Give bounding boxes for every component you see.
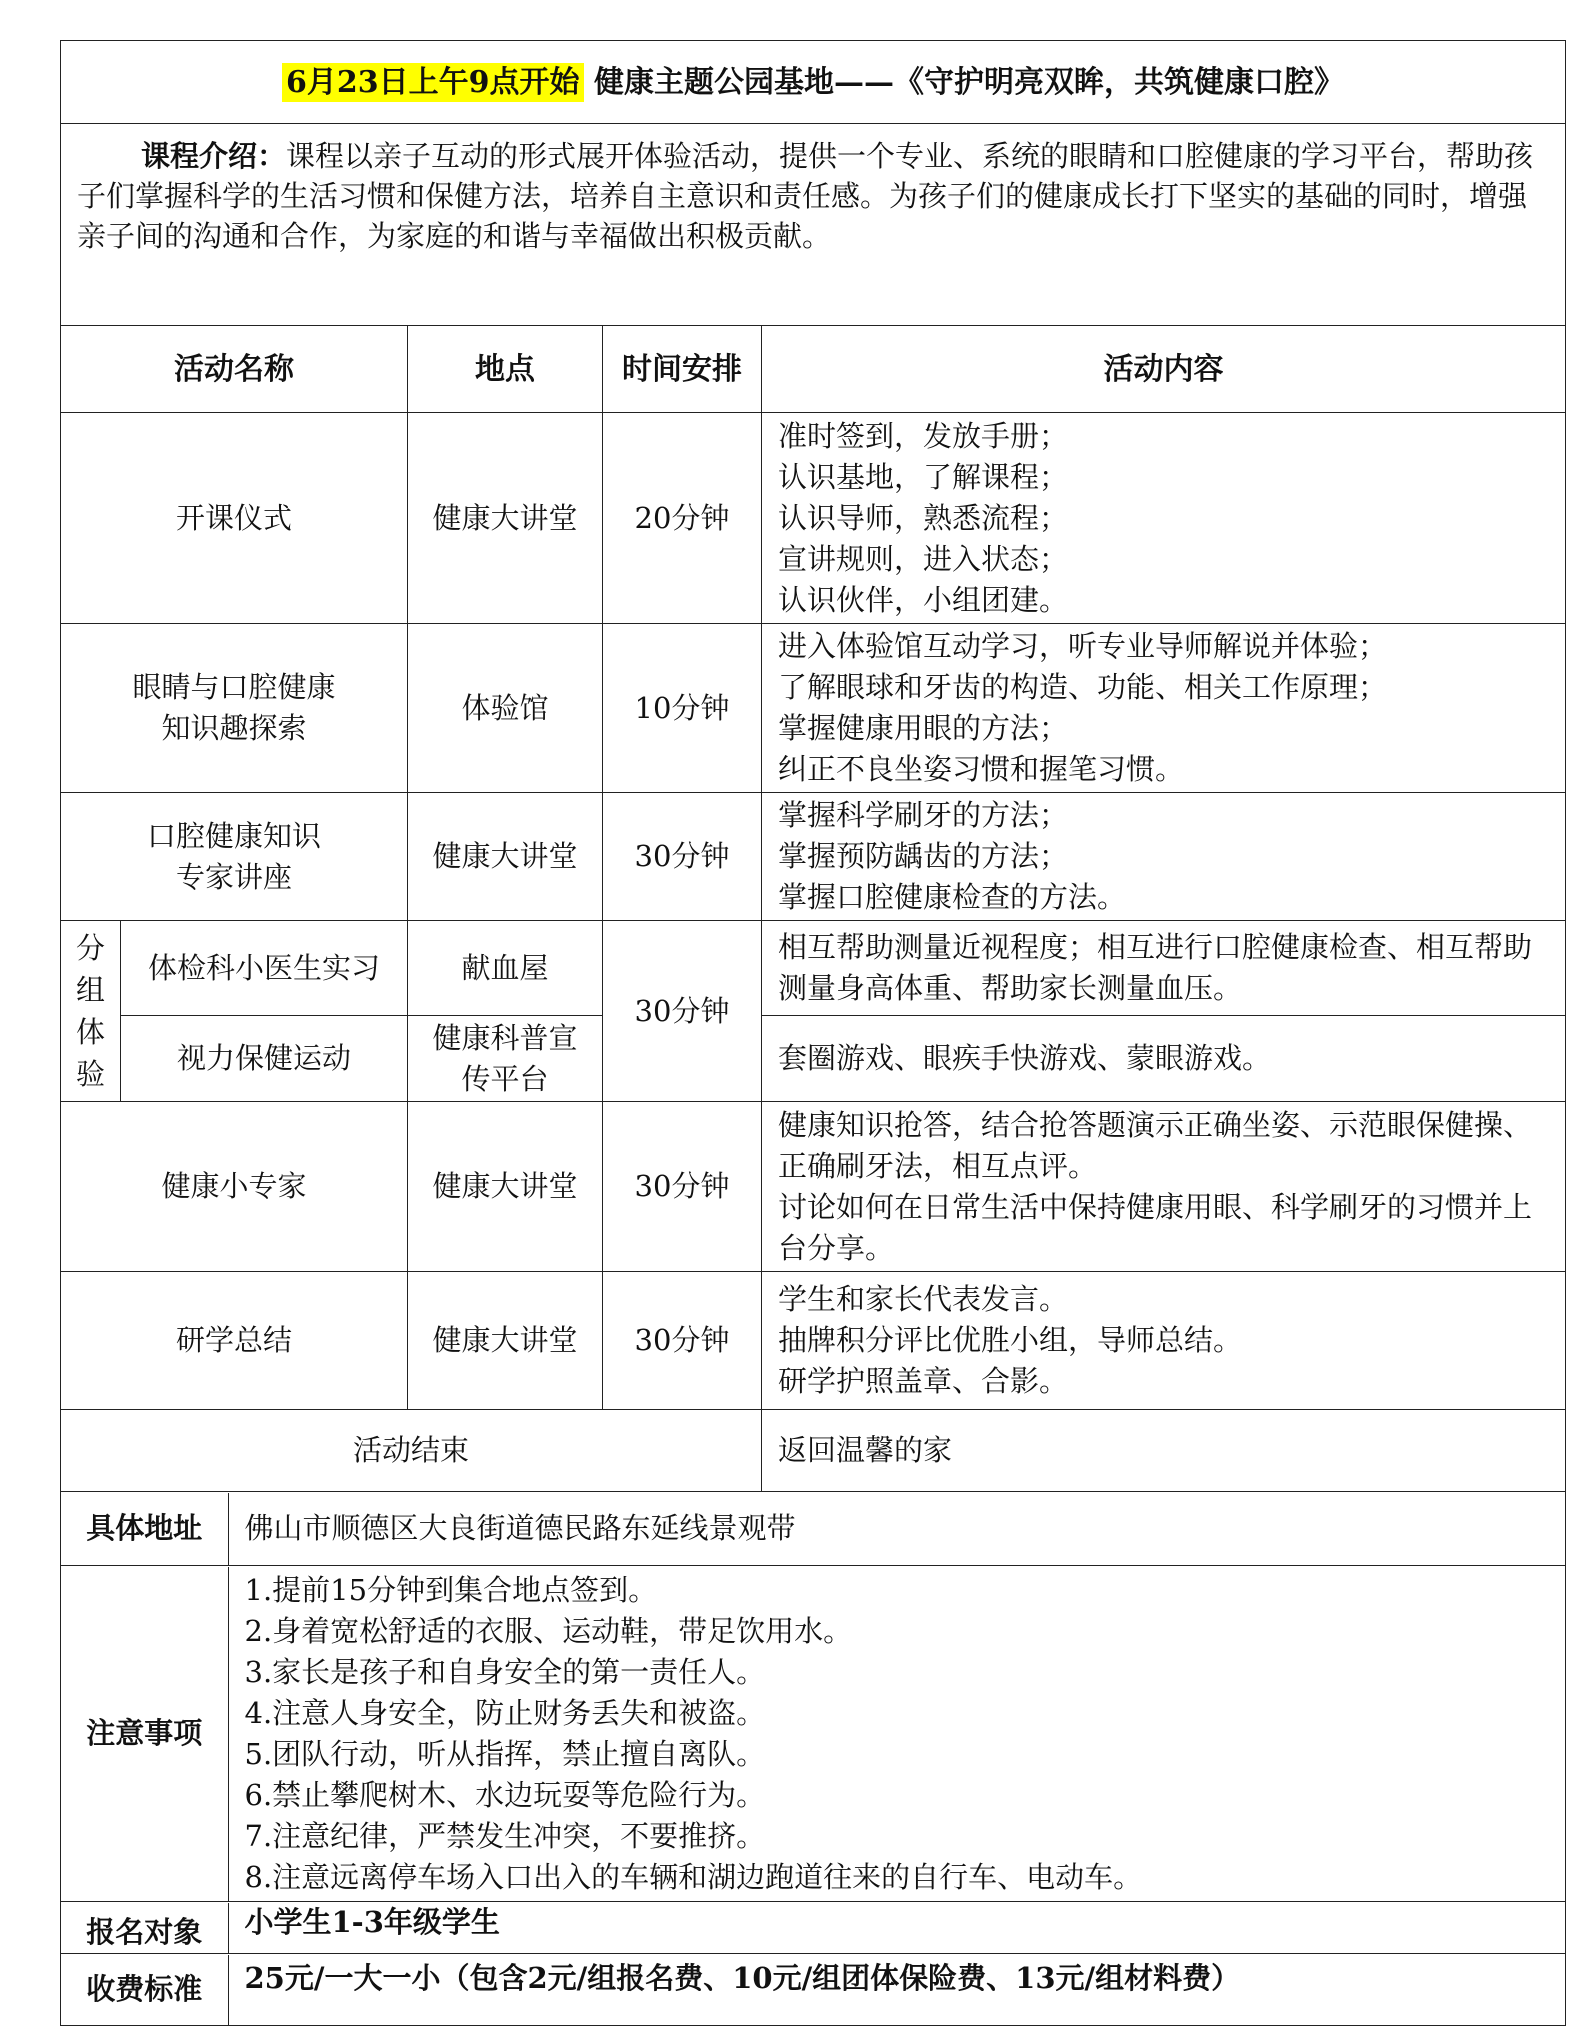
activity-time: 30分钟	[603, 793, 762, 921]
activity-time: 30分钟	[603, 921, 762, 1102]
title-row	[61, 41, 1566, 124]
fee-value: 25元/一大一小（包含2元/组报名费、10元/组团体保险费、13元/组材料费）	[244, 1960, 1241, 1995]
content-line: 认识伙伴，小组团建。	[778, 582, 1069, 617]
activity-place: 体验馆	[408, 624, 603, 793]
group-row-1	[61, 921, 1566, 1016]
address-label: 具体地址	[61, 1493, 228, 1565]
activity-name: 开课仪式	[61, 413, 408, 624]
fee-row	[61, 1954, 1566, 2026]
activity-name: 健康小专家	[61, 1102, 408, 1272]
end-label: 活动结束	[61, 1410, 762, 1492]
content-line: 掌握科学刷牙的方法；	[778, 798, 1069, 832]
content-line: 学生和家长代表发言。	[778, 1282, 1069, 1316]
name-line: 专家讲座	[175, 859, 292, 894]
group-label-char: 体	[75, 1015, 105, 1049]
header-location: 地点	[408, 326, 603, 413]
note-item: 2.身着宽松舒适的衣服、运动鞋，带足饮用水。	[244, 1613, 853, 1648]
title-main: 健康主题公园基地——《守护明亮双眸，共筑健康口腔》	[594, 64, 1344, 100]
content-line: 研学护照盖章、合影。	[778, 1364, 1069, 1398]
activity-name: 体检科小医生实习	[121, 921, 408, 1016]
table-header-row	[61, 326, 1566, 413]
fee-inner	[61, 1955, 1565, 2025]
content-line: 准时签到，发放手册；	[778, 418, 1069, 453]
activity-place: 健康大讲堂	[408, 793, 603, 921]
group-row-2	[61, 1016, 1566, 1102]
table-row	[61, 793, 1566, 921]
activity-name	[61, 793, 408, 921]
notes-cell	[61, 1566, 1566, 1902]
fee-cell	[61, 1954, 1566, 2026]
activity-content	[762, 1102, 1566, 1272]
group-label-char: 分	[75, 931, 105, 965]
content-line: 宣讲规则，进入状态；	[778, 541, 1069, 576]
table-row	[61, 1102, 1566, 1272]
intro-text: 课程以亲子互动的形式展开体验活动，提供一个专业、系统的眼睛和口腔健康的学习平台，帮助孩子们掌握科学的生活习惯和保健方法，培养自主意识和责任感。为孩子们的健康成长打下坚实的基础的同时，增强亲子间的沟通和合作，为家庭的和谐与幸福做出积极贡献。	[77, 139, 1534, 253]
address-value: 佛山市顺德区大良街道德民路东延线景观带	[244, 1511, 796, 1545]
content-line: 抽牌积分评比优胜小组，导师总结。	[778, 1323, 1243, 1357]
header-time: 时间安排	[603, 326, 762, 413]
content-line: 掌握健康用眼的方法；	[778, 711, 1069, 745]
activity-content	[762, 921, 1566, 1016]
address-cell	[61, 1492, 1566, 1566]
activity-time: 30分钟	[603, 1102, 762, 1272]
note-item: 7.注意纪律，严禁发生冲突，不要推挤。	[244, 1818, 766, 1853]
activity-name	[61, 624, 408, 793]
table-row	[61, 413, 1566, 624]
activity-place: 健康大讲堂	[408, 413, 603, 624]
target-inner	[61, 1903, 1565, 1953]
end-content: 返回温馨的家	[762, 1410, 1566, 1492]
address-inner	[61, 1493, 1565, 1565]
intro-label: 课程介绍：	[141, 139, 287, 173]
note-item: 5.团队行动，听从指挥，禁止擅自离队。	[244, 1736, 766, 1771]
course-intro	[61, 124, 1566, 326]
group-label-char: 验	[75, 1057, 105, 1091]
notes-inner	[61, 1567, 1565, 1901]
notes-label: 注意事项	[61, 1567, 228, 1901]
group-label	[61, 921, 121, 1102]
place-line: 健康科普宣	[432, 1020, 578, 1055]
name-line: 知识趣探索	[161, 711, 307, 745]
content-line: 了解眼球和牙齿的构造、功能、相关工作原理；	[778, 670, 1388, 704]
intro-row	[61, 124, 1566, 326]
title-highlight: 6月23日上午9点开始	[282, 63, 584, 102]
name-line: 口腔健康知识	[146, 818, 321, 853]
note-item: 8.注意远离停车场入口出入的车辆和湖边跑道往来的自行车、电动车。	[244, 1859, 1143, 1894]
content-line: 掌握预防龋齿的方法；	[778, 839, 1069, 873]
activity-name: 研学总结	[61, 1272, 408, 1410]
content-line: 认识基地，了解课程；	[778, 459, 1069, 494]
activity-content	[762, 1016, 1566, 1102]
target-cell	[61, 1902, 1566, 1954]
group-label-char: 组	[75, 973, 105, 1007]
table-row	[61, 1272, 1566, 1410]
activity-name: 视力保健运动	[121, 1016, 408, 1102]
activity-place: 健康大讲堂	[408, 1272, 603, 1410]
activity-place: 献血屋	[408, 921, 603, 1016]
notes-list	[228, 1567, 1565, 1901]
activity-place: 健康大讲堂	[408, 1102, 603, 1272]
activity-content	[762, 1272, 1566, 1410]
target-row	[61, 1902, 1566, 1954]
fee-label: 收费标准	[61, 1955, 228, 2025]
table-row	[61, 624, 1566, 793]
target-label: 报名对象	[61, 1903, 228, 1953]
content-line: 认识导师，熟悉流程；	[778, 500, 1069, 535]
end-row	[61, 1410, 1566, 1492]
note-item: 1.提前15分钟到集合地点签到。	[244, 1572, 658, 1607]
schedule-document	[60, 40, 1565, 2026]
target-value: 小学生1-3年级学生	[244, 1904, 500, 1939]
content-line: 健康知识抢答，结合抢答题演示正确坐姿、示范眼保健操、正确刷牙法，相互点评。	[778, 1107, 1533, 1183]
notes-row	[61, 1566, 1566, 1902]
note-item: 4.注意人身安全，防止财务丢失和被盗。	[244, 1695, 766, 1730]
name-line: 眼睛与口腔健康	[132, 670, 336, 704]
activity-content	[762, 413, 1566, 624]
note-item: 3.家长是孩子和自身安全的第一责任人。	[244, 1654, 766, 1689]
content-line: 掌握口腔健康检查的方法。	[778, 880, 1127, 914]
content-line: 相互帮助测量近视程度；相互进行口腔健康检查、相互帮助测量身高体重、帮助家长测量血压。	[778, 930, 1533, 1005]
page-title	[61, 41, 1566, 124]
activity-time: 20分钟	[603, 413, 762, 624]
note-item: 6.禁止攀爬树木、水边玩耍等危险行为。	[244, 1777, 766, 1812]
activity-content	[762, 624, 1566, 793]
content-line: 讨论如何在日常生活中保持健康用眼、科学刷牙的习惯并上台分享。	[778, 1189, 1533, 1265]
schedule-table	[60, 40, 1566, 2026]
header-content: 活动内容	[762, 326, 1566, 413]
place-line: 传平台	[461, 1061, 549, 1096]
content-line: 进入体验馆互动学习，听专业导师解说并体验；	[778, 629, 1388, 663]
activity-time: 30分钟	[603, 1272, 762, 1410]
content-line: 纠正不良坐姿习惯和握笔习惯。	[778, 752, 1185, 786]
activity-content	[762, 793, 1566, 921]
activity-place	[408, 1016, 603, 1102]
address-row	[61, 1492, 1566, 1566]
content-line: 套圈游戏、眼疾手快游戏、蒙眼游戏。	[778, 1041, 1272, 1075]
activity-time: 10分钟	[603, 624, 762, 793]
header-activity-name: 活动名称	[61, 326, 408, 413]
